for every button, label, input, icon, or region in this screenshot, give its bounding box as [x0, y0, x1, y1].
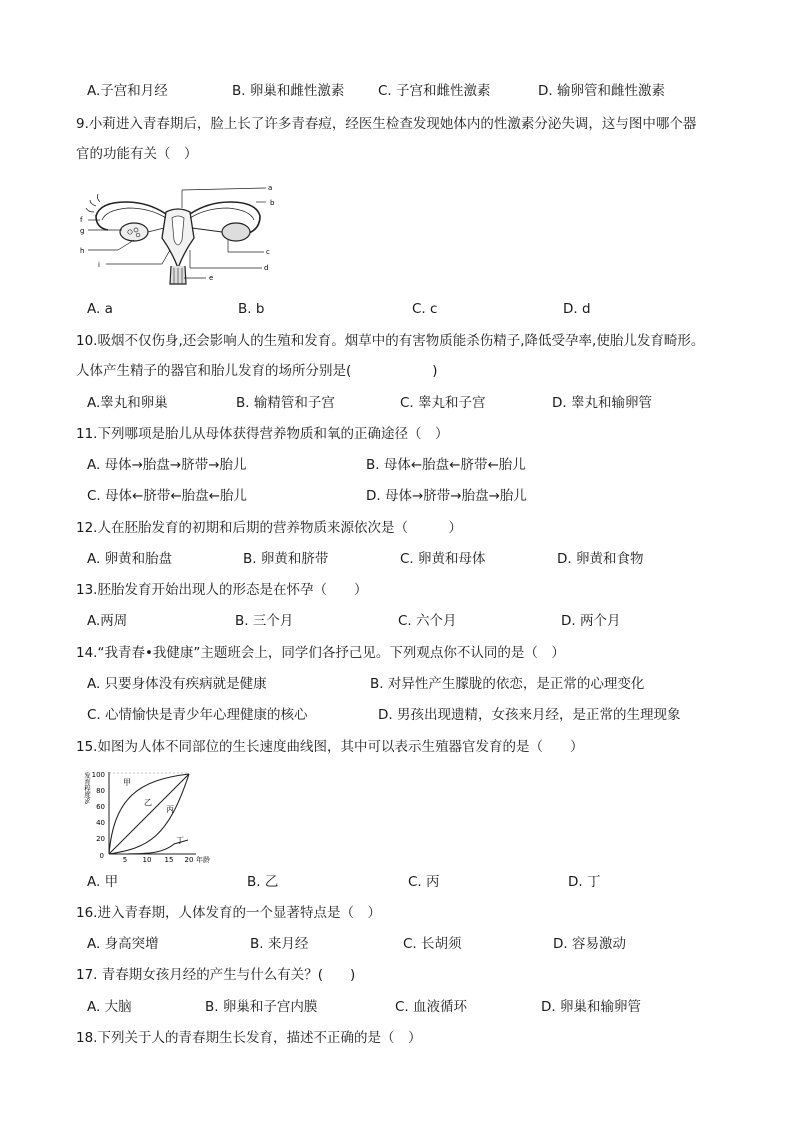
q17-option-d: D. 卵巢和输卵管 — [541, 999, 641, 1015]
label-e: e — [209, 274, 214, 282]
label-d: d — [264, 264, 269, 272]
xtick-5: 5 — [122, 856, 128, 864]
xtick-10: 10 — [142, 856, 152, 864]
q16-option-d: D. 容易激动 — [553, 936, 626, 952]
label-a: a — [268, 184, 273, 192]
q16-stem: 16.进入青春期，人体发育的一个显著特点是（ ） — [76, 905, 381, 921]
q11-option-a: A. 母体→胎盘→脐带→胎儿 — [87, 457, 247, 473]
q8-option-a: A.子宫和月经 — [87, 83, 168, 99]
curve-label-bing: 丙 — [166, 805, 174, 814]
label-i: i — [98, 261, 100, 269]
q12-option-c: C. 卵黄和母体 — [400, 551, 486, 567]
q12-option-d: D. 卵黄和食物 — [557, 551, 644, 567]
q17-option-c: C. 血液循环 — [395, 999, 468, 1015]
q14-option-b: B. 对异性产生朦胧的依恋，是正常的心理变化 — [370, 676, 645, 692]
chart-ylabel: 发育程度% — [83, 772, 91, 805]
label-c: c — [266, 248, 270, 256]
female-reproductive-system-diagram — [78, 180, 283, 288]
q14-stem: 14.“我青春•我健康”主题班会上，同学们各抒己见。下列观点你不认同的是（ ） — [76, 645, 565, 661]
ytick-100: 100 — [91, 771, 105, 779]
q10-option-c: C. 睾丸和子宫 — [400, 395, 486, 411]
label-g: g — [80, 227, 85, 235]
q17-option-b: B. 卵巢和子宫内膜 — [205, 999, 318, 1015]
xtick-15: 15 — [164, 856, 174, 864]
xtick-20: 20 — [184, 856, 194, 864]
curve-label-yi: 乙 — [144, 798, 152, 807]
q9-option-d: D. d — [563, 301, 591, 317]
ytick-0: 0 — [99, 852, 104, 860]
chart-xlabel: 年龄 — [196, 856, 210, 864]
q10-stem-line1: 10.吸烟不仅伤身,还会影响人的生殖和发育。烟草中的有害物质能杀伤精子,降低受孕率,使胎儿发育畸形。 — [76, 333, 705, 349]
label-f: f — [80, 216, 83, 224]
q16-option-a: A. 身高突增 — [87, 936, 159, 952]
q10-option-a: A.睾丸和卵巢 — [87, 395, 168, 411]
ytick-20: 20 — [96, 835, 105, 843]
q13-option-a: A.两周 — [87, 613, 128, 629]
q15-option-a: A. 甲 — [87, 874, 119, 890]
q15-stem: 15.如图为人体不同部位的生长速度曲线图，其中可以表示生殖器官发育的是（ ） — [76, 739, 584, 755]
q15-option-b: B. 乙 — [247, 874, 279, 890]
ytick-80: 80 — [96, 787, 105, 795]
q11-option-b: B. 母体←胎盘←脐带←胎儿 — [366, 457, 526, 473]
q16-option-b: B. 来月经 — [250, 936, 309, 952]
curve-label-ding: 丁 — [176, 836, 184, 845]
q13-stem: 13.胚胎发育开始出现人的形态是在怀孕（ ） — [76, 582, 368, 598]
q10-option-b: B. 输精管和子宫 — [236, 395, 335, 411]
ytick-60: 60 — [96, 803, 105, 811]
q13-option-d: D. 两个月 — [561, 613, 621, 629]
q11-option-c: C. 母体←脐带←胎盘←胎儿 — [87, 488, 247, 504]
q9-option-b: B. b — [238, 301, 265, 317]
q11-stem: 11.下列哪项是胎儿从母体获得营养物质和氧的正确途径（ ） — [76, 426, 449, 442]
q10-option-d: D. 睾丸和输卵管 — [552, 395, 652, 411]
q11-option-d: D. 母体→脐带→胎盘→胎儿 — [366, 488, 527, 504]
growth-curve-chart — [78, 768, 218, 864]
q13-option-b: B. 三个月 — [235, 613, 294, 629]
q15-option-d: D. 丁 — [568, 874, 601, 890]
q9-option-c: C. c — [412, 301, 438, 317]
q8-option-d: D. 输卵管和雌性激素 — [538, 83, 665, 99]
q18-stem: 18.下列关于人的青春期生长发育，描述不正确的是（ ） — [76, 1030, 422, 1046]
q8-option-b: B. 卵巢和雌性激素 — [232, 83, 345, 99]
q14-option-a: A. 只要身体没有疾病就是健康 — [87, 676, 267, 692]
q9-stem-line2: 官的功能有关（ ） — [76, 146, 198, 162]
q15-option-c: C. 丙 — [408, 874, 440, 890]
q16-option-c: C. 长胡须 — [403, 936, 462, 952]
q9-stem-line1: 9.小莉进入青春期后，脸上长了许多青春痘，经医生检查发现她体内的性激素分泌失调，这与图中哪个器 — [76, 116, 697, 132]
q12-stem: 12.人在胚胎发育的初期和后期的营养物质来源依次是（ ） — [76, 520, 462, 536]
label-b: b — [270, 199, 275, 207]
q8-option-c: C. 子宫和雌性激素 — [378, 83, 491, 99]
q12-option-a: A. 卵黄和胎盘 — [87, 551, 173, 567]
q14-option-c: C. 心情愉快是青少年心理健康的核心 — [87, 707, 308, 723]
q17-option-a: A. 大脑 — [87, 999, 132, 1015]
label-h: h — [80, 247, 85, 255]
q9-option-a: A. a — [87, 301, 113, 317]
curve-label-jia: 甲 — [123, 778, 131, 787]
ytick-40: 40 — [96, 819, 105, 827]
q14-option-d: D. 男孩出现遗精，女孩来月经，是正常的生理现象 — [378, 707, 681, 723]
q13-option-c: C. 六个月 — [398, 613, 457, 629]
q10-stem-line2: 人体产生精子的器官和胎儿发育的场所分别是( ) — [76, 363, 438, 379]
q12-option-b: B. 卵黄和脐带 — [243, 551, 329, 567]
q17-stem: 17. 青春期女孩月经的产生与什么有关？( ) — [76, 967, 356, 983]
